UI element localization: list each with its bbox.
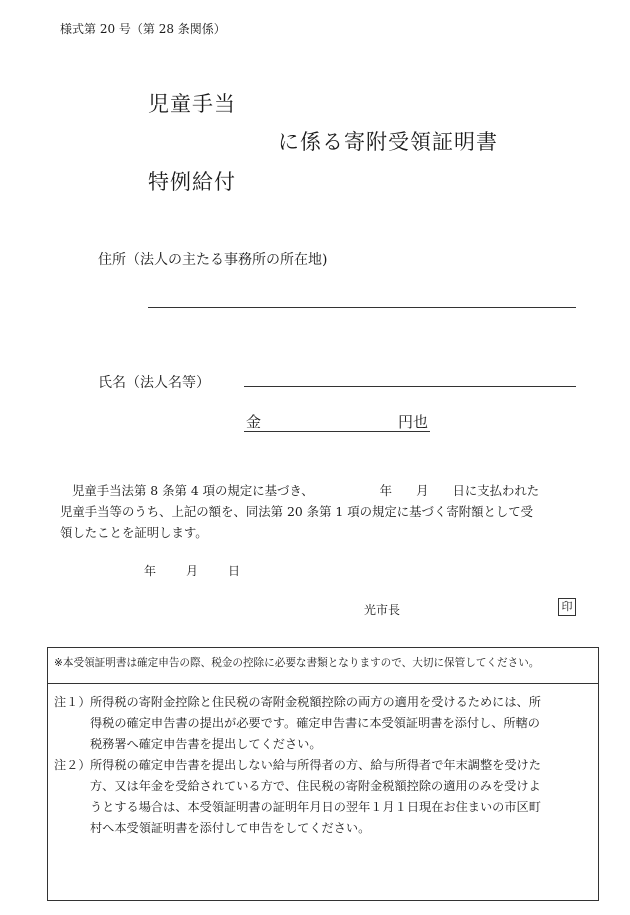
- date-month: 月: [186, 564, 199, 578]
- note-item: [54, 755, 594, 839]
- notes-list: [54, 692, 594, 839]
- certification-text: [60, 480, 580, 543]
- certification-month: 月: [416, 483, 429, 498]
- name-field[interactable]: [244, 386, 576, 387]
- certification-line1-b: 日に支払われた: [452, 483, 540, 498]
- amount-field[interactable]: [244, 411, 430, 432]
- seal-mark: 印: [558, 598, 576, 616]
- title-line-3: 特例給付: [148, 170, 236, 194]
- issuer-mayor: 光市長: [364, 603, 401, 617]
- title-line-1: 児童手当: [148, 92, 236, 116]
- name-label: 氏名（法人名等）: [98, 375, 210, 391]
- issue-date: [144, 562, 240, 579]
- note-line: うとする場合は、本受領証明書の証明年月日の翌年１月１日現在お住まいの市区町: [90, 800, 541, 814]
- notice-header: ※本受領証明書は確定申告の際、税金の控除に必要な書類となりますので、大切に保管してください。: [48, 648, 598, 684]
- certification-line3: 領したことを証明します。: [60, 525, 208, 540]
- note-line: 村へ本受領証明書を添付して申告をしてください。: [90, 821, 371, 835]
- note-number: 注２）: [54, 758, 91, 772]
- amount-prefix: 金: [246, 413, 262, 431]
- title-line-2: に係る寄附受領証明書: [278, 130, 498, 154]
- amount-suffix: 円也: [397, 413, 428, 431]
- address-label: 住所（法人の主たる事務所の所在地): [98, 252, 328, 268]
- form-number: 様式第 20 号（第 28 条関係）: [60, 22, 226, 36]
- note-line: 方、又は年金を受給されている方で、住民税の寄附金税額控除の適用のみを受けよ: [90, 779, 541, 793]
- notice-box: [47, 647, 599, 901]
- note-line: 得税の確定申告書の提出が必要です。確定申告書に本受領証明書を添付し、所轄の: [90, 716, 540, 730]
- note-number: 注１）: [54, 695, 91, 709]
- note-line: 所得税の寄附金控除と住民税の寄附金税額控除の両方の適用を受けるためには、所: [90, 695, 541, 709]
- note-line: 所得税の確定申告書を提出しない給与所得者の方、給与所得者で年末調整を受けた: [90, 758, 541, 772]
- certification-year: 年: [379, 483, 393, 498]
- address-field[interactable]: [148, 307, 576, 308]
- certification-line2: 児童手当等のうち、上記の額を、同法第 20 条第 1 項の規定に基づく寄附額として受: [60, 504, 534, 519]
- note-line: 税務署へ確定申告書を提出してください。: [90, 737, 322, 751]
- date-year: 年: [144, 564, 157, 578]
- certification-line1-a: 児童手当法第 8 条第 4 項の規定に基づき、: [72, 483, 314, 498]
- note-item: [54, 692, 594, 755]
- date-day: 日: [228, 564, 241, 578]
